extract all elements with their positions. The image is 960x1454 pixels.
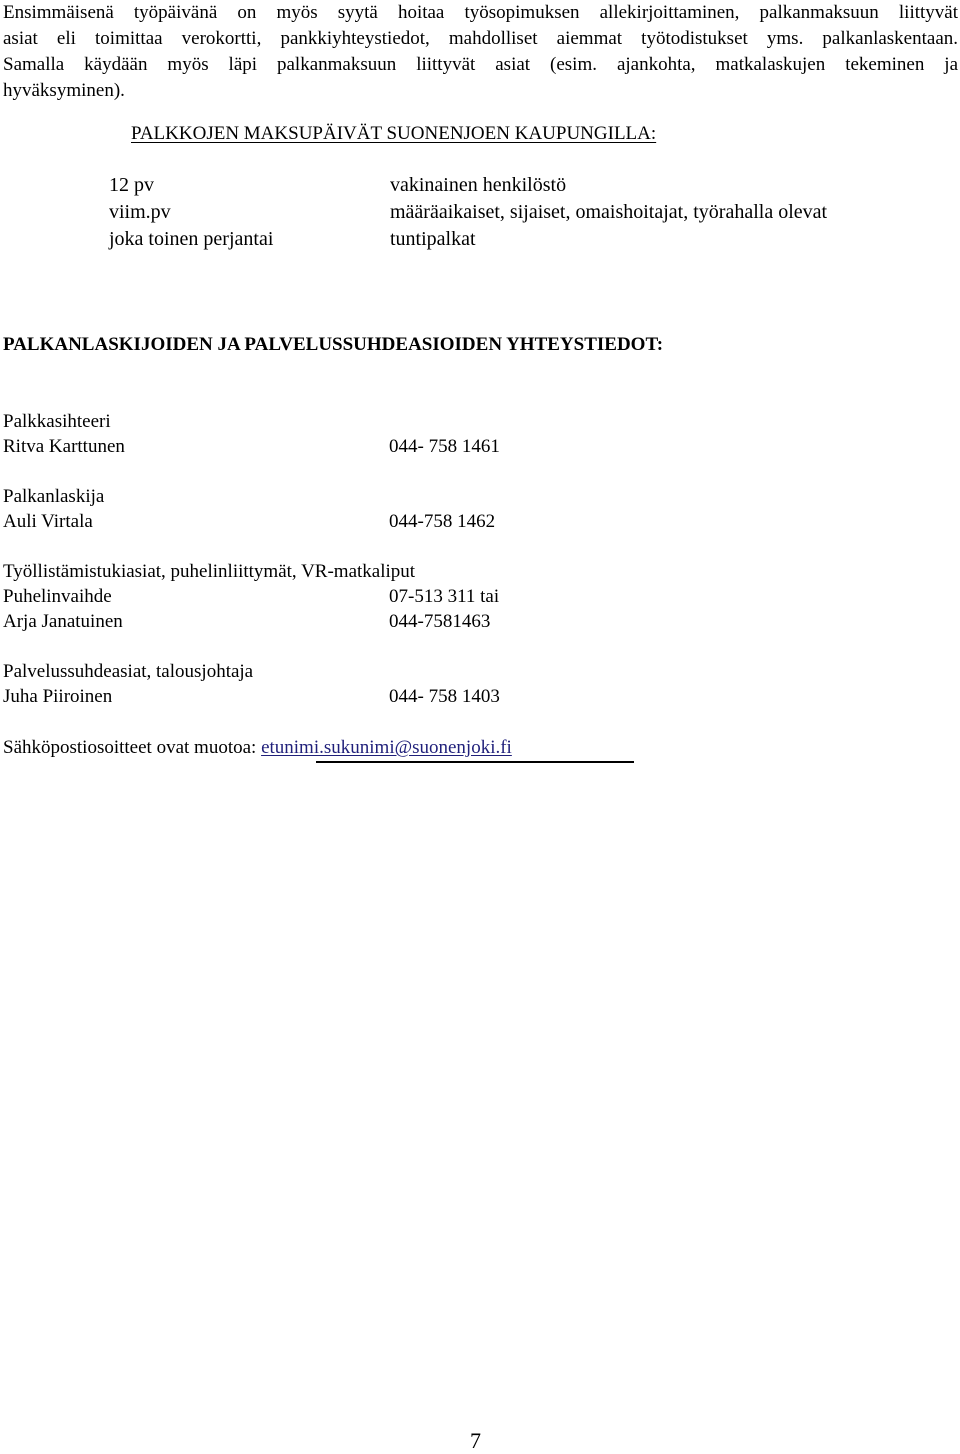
contact-phone: 07-513 311 tai bbox=[389, 586, 500, 607]
page-number: 7 bbox=[470, 1428, 481, 1453]
contact-role-label: Työllistämistukiasiat, puhelinliittymät, VR-matkaliput bbox=[3, 561, 416, 582]
payday-when: 12 pv bbox=[109, 174, 154, 196]
email-underline-rule bbox=[316, 761, 634, 763]
payday-when: viim.pv bbox=[109, 201, 171, 223]
contact-name: Auli Virtala bbox=[3, 511, 93, 532]
payday-who: määräaikaiset, sijaiset, omaishoitajat, työrahalla olevat bbox=[390, 201, 828, 223]
contact-phone: 044- 758 1403 bbox=[389, 686, 500, 707]
contact-role-label: Palvelussuhdeasiat, talousjohtaja bbox=[3, 661, 254, 682]
contact-phone: 044- 758 1461 bbox=[389, 436, 500, 457]
contacts-heading: PALKANLASKIJOIDEN JA PALVELUSSUHDEASIOIDEN YHTEYSTIEDOT: bbox=[3, 334, 664, 355]
payday-who: tuntipalkat bbox=[390, 228, 476, 250]
email-format-label: Sähköpostiosoitteet ovat muotoa: bbox=[3, 737, 257, 758]
payday-who: vakinainen henkilöstö bbox=[390, 174, 567, 196]
contact-phone: 044-7581463 bbox=[389, 611, 491, 632]
contact-phone: 044-758 1462 bbox=[389, 511, 496, 532]
intro-line: asiat eli toimittaa verokortti, pankkiyhteystiedot, mahdolliset aiemmat työtodistukset yms. palkanlaskentaan. bbox=[3, 28, 958, 49]
intro-line: hyväksyminen). bbox=[3, 80, 125, 101]
email-address-link[interactable]: etunimi.sukunimi@suonenjoki.fi bbox=[261, 737, 512, 758]
intro-paragraph bbox=[3, 0, 958, 104]
intro-line: Ensimmäisenä työpäivänä on myös syytä hoitaa työsopimuksen allekirjoittaminen, palkanmaksuun liittyvät bbox=[3, 2, 958, 23]
contact-role-label: Palkkasihteeri bbox=[3, 411, 111, 432]
contact-role-label: Palkanlaskija bbox=[3, 486, 105, 507]
email-format-line bbox=[3, 735, 512, 761]
contact-name: Ritva Karttunen bbox=[3, 436, 125, 457]
intro-line: Samalla käydään myös läpi palkanmaksuun liittyvät asiat (esim. ajankohta, matkalaskujen tekeminen ja bbox=[3, 54, 958, 75]
paydays-title: PALKKOJEN MAKSUPÄIVÄT SUONENJOEN KAUPUNGILLA: bbox=[131, 123, 657, 144]
payday-when: joka toinen perjantai bbox=[109, 228, 274, 250]
contact-name: Arja Janatuinen bbox=[3, 611, 123, 632]
contact-name: Juha Piiroinen bbox=[3, 686, 113, 707]
contact-name: Puhelinvaihde bbox=[3, 586, 112, 607]
